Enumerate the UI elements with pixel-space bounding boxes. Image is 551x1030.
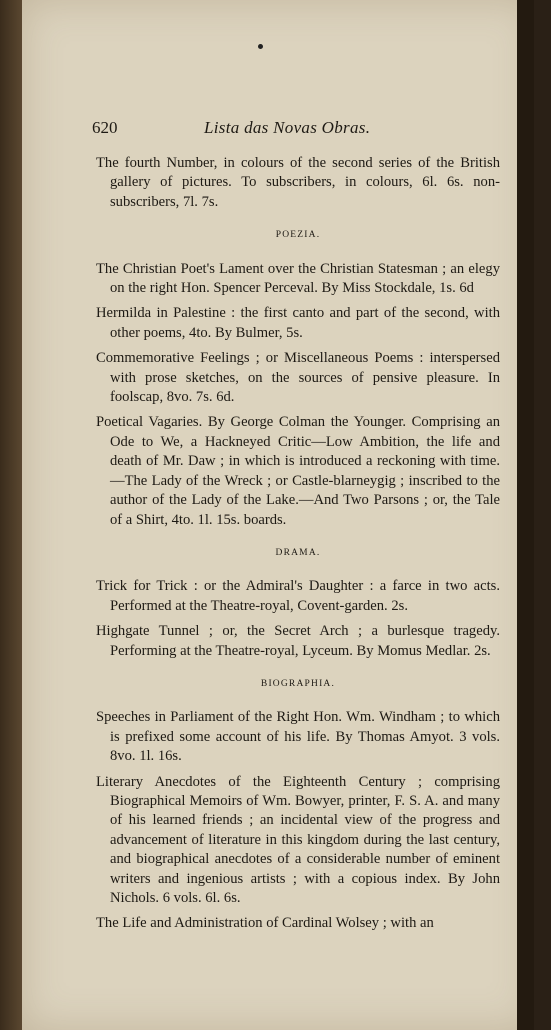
section-heading: DRAMA. <box>275 547 321 558</box>
section-heading: BIOGRAPHIA. <box>260 678 336 689</box>
ink-spot <box>258 44 263 49</box>
list-item: Highgate Tunnel ; or, the Secret Arch ; a burlesque tragedy. Performing at the Theatre-royal, Lyceum. By Momus Medlar. 2s. <box>96 623 500 659</box>
page-number: 620 <box>92 118 118 137</box>
page-content <box>96 154 500 940</box>
list-item: Trick for Trick : or the Admiral's Daughter : a farce in two acts. Performed at the Theatre-royal, Covent-garden. 2s. <box>96 578 500 614</box>
list-item: The Christian Poet's Lament over the Christian Statesman ; an elegy on the right Hon. Spencer Perceval. By Miss Stockdale, 1s. 6d <box>96 260 500 297</box>
section-biographia <box>96 675 500 934</box>
page-gutter <box>517 0 534 1030</box>
list-item: The Life and Administration of Cardinal Wolsey ; with an <box>96 915 434 932</box>
list-item: Literary Anecdotes of the Eighteenth Century ; comprising Biographical Memoirs of Wm. Bowyer, printer, F. S. A. and many of his learned friends ; an incidental view of the progress and advancement of literature in this kingdom during the last century, and biographical anecdotes of a considerable number of eminent writers and ingenious artists ; with a copious index. By John Nichols. 6 vols. 6l. 6s. <box>96 773 500 906</box>
book-page <box>22 0 534 1030</box>
section-heading: POEZIA. <box>275 230 321 241</box>
section-drama <box>96 544 500 661</box>
list-item: Speeches in Parliament of the Right Hon. Wm. Windham ; to which is prefixed some account of his life. By Thomas Amyot. 3 vols. 8vo. 1l. 16s. <box>96 709 500 765</box>
list-item: Poetical Vagaries. By George Colman the Younger. Comprising an Ode to We, a Hackneyed Critic—Low Ambition, the life and death of Mr. Daw ; in which is introduced a reckoning with time.—The Lady of the Wreck ; or Castle-blarneygig ; inscribed to the author of the Lady of the Lake.—And Two Parsons ; or, the Tale of a Shirt, 4to. 1l. 15s. boards. <box>96 414 500 528</box>
book-edge <box>0 0 22 1030</box>
list-item: Commemorative Feelings ; or Miscellaneous Poems : interspersed with prose sketches, on the sources of pensive pleasure. In foolscap, 8vo. 7s. 6d. <box>96 350 500 406</box>
section-poezia <box>96 226 500 530</box>
header-title: Lista das Novas Obras. <box>204 118 371 137</box>
list-item: Hermilda in Palestine : the first canto and part of the second, with other poems, 4to. By Bulmer, 5s. <box>96 305 500 341</box>
intro-entry: The fourth Number, in colours of the second series of the British gallery of pictures. To subscribers, in colours, 6l. 6s. non-subscribers, 7l. 7s. <box>96 155 500 210</box>
